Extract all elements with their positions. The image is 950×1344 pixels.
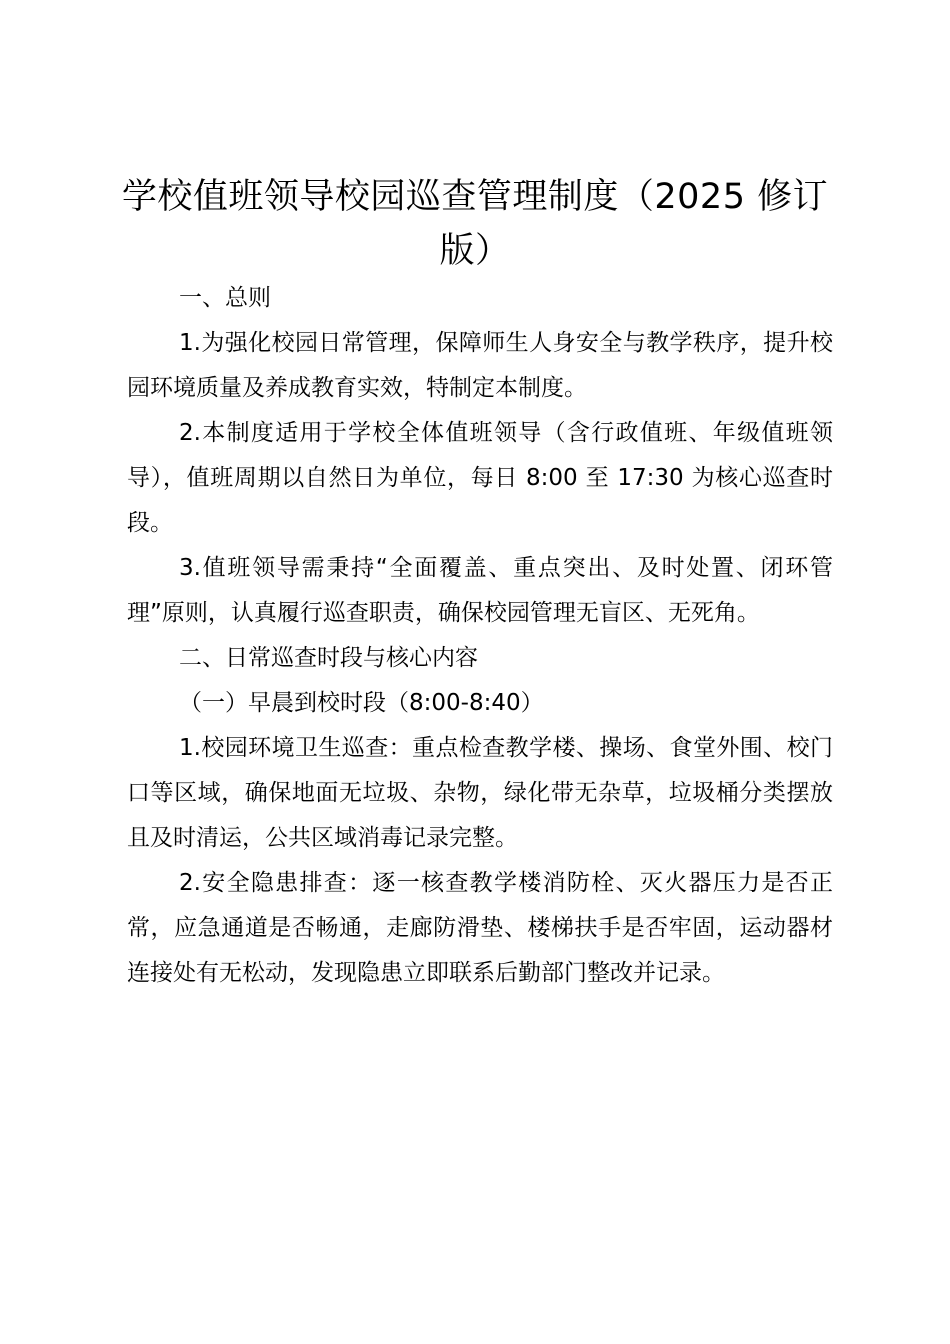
paragraph-principle: 3.值班领导需秉持“全面覆盖、重点突出、及时处置、闭环管理”原则，认真履行巡查职责，确保校园管理无盲区、无死角。	[127, 555, 833, 626]
paragraph-safety-check: 2.安全隐患排查：逐一核查教学楼消防栓、灭火器压力是否正常，应急通道是否畅通，走廊防滑垫、楼梯扶手是否牢固，运动器材连接处有无松动，发现隐患立即联系后勤部门整改并记录。	[127, 870, 833, 986]
paragraph-scope: 2.本制度适用于学校全体值班领导（含行政值班、年级值班领导），值班周期以自然日为单位，每日 8:00 至 17:30 为核心巡查时段。	[127, 420, 833, 536]
paragraph-purpose: 1.为强化校园日常管理，保障师生人身安全与教学秩序，提升校园环境质量及养成教育实效，特制定本制度。	[127, 330, 833, 401]
paragraph-environment-check: 1.校园环境卫生巡查：重点检查教学楼、操场、食堂外围、校门口等区域，确保地面无垃圾、杂物，绿化带无杂草，垃圾桶分类摆放且及时清运，公共区域消毒记录完整。	[127, 735, 833, 851]
document-title: 学校值班领导校园巡查管理制度（2025 修订版）	[121, 177, 829, 271]
section-heading-general: 一、总则	[179, 285, 271, 311]
subsection-heading-morning: （一）早晨到校时段（8:00-8:40）	[179, 690, 544, 716]
document-body	[127, 276, 833, 996]
section-heading-patrol: 二、日常巡查时段与核心内容	[179, 645, 478, 671]
